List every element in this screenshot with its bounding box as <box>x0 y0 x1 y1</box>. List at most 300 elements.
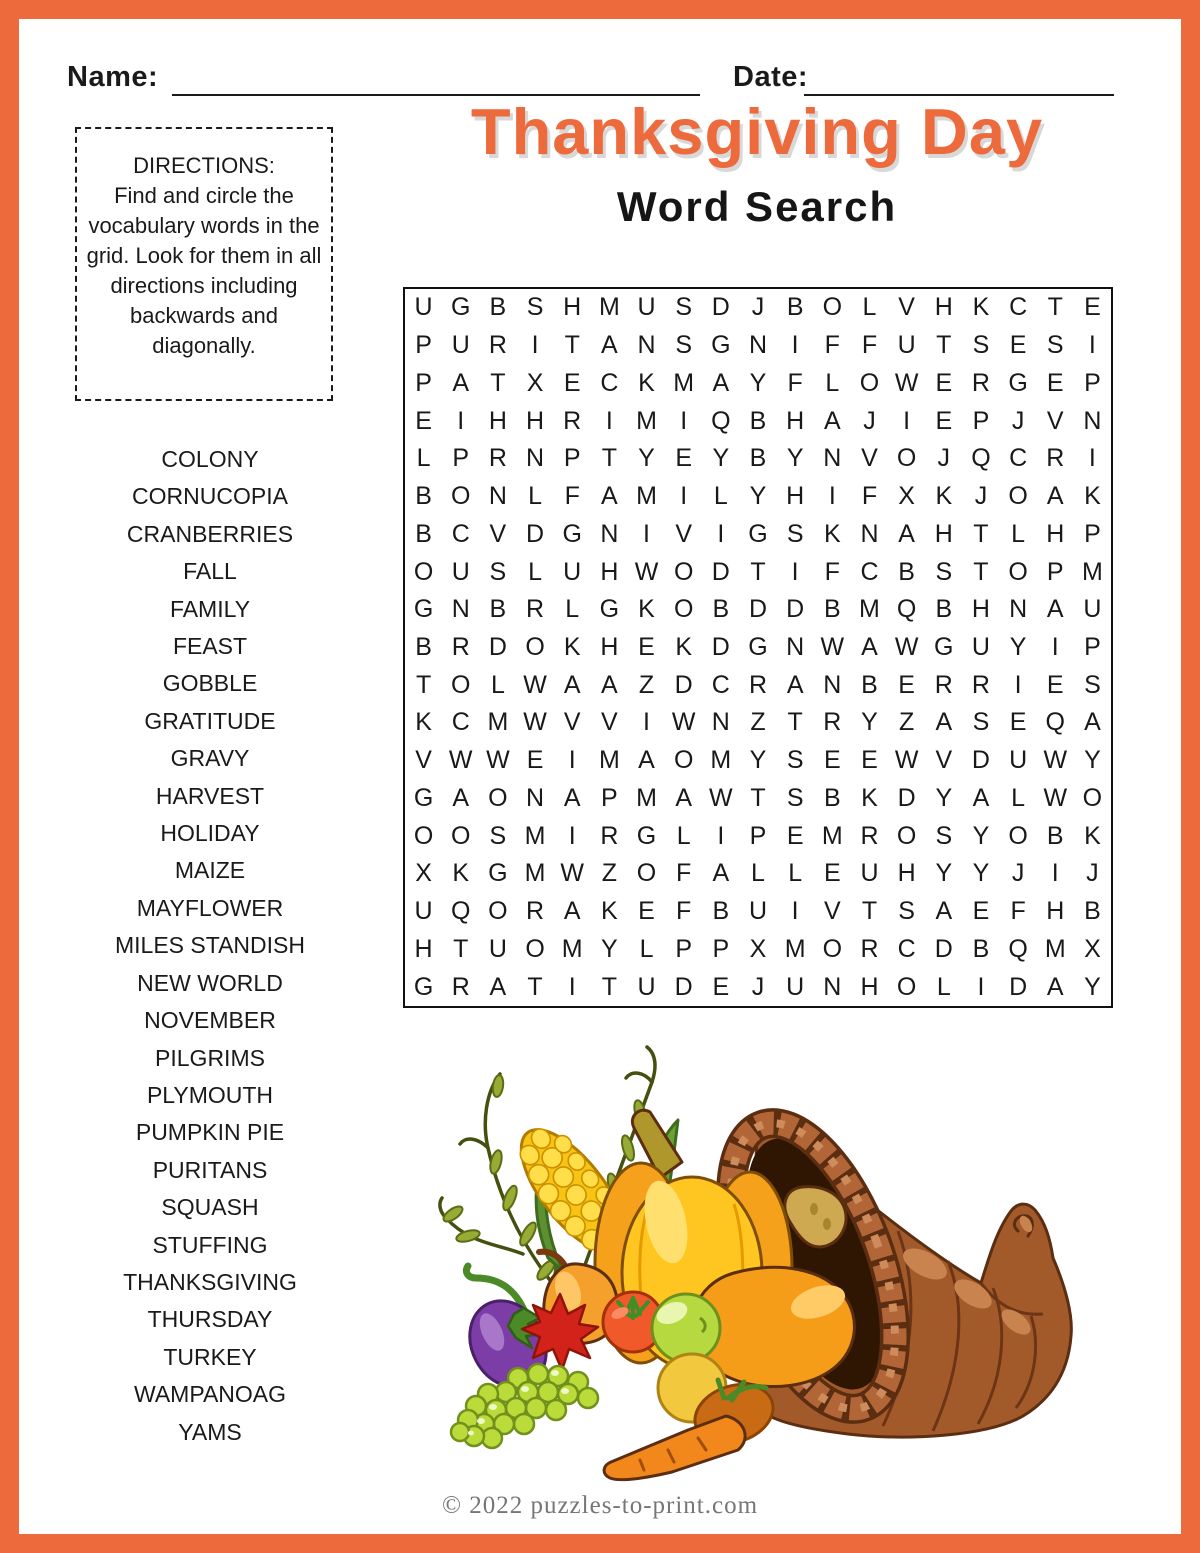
grid-cell: R <box>600 821 619 850</box>
grid-cell: M <box>636 406 657 435</box>
grid-cell: T <box>787 708 803 737</box>
grid-cell: S <box>972 331 990 360</box>
grid-cell: K <box>861 783 878 812</box>
grid-cell: W <box>671 708 696 737</box>
grid-cell: I <box>605 406 613 435</box>
grid-cell: W <box>448 746 473 775</box>
grid-cell: I <box>977 972 985 1001</box>
grid-cell: P <box>749 821 767 850</box>
grid-cell: B <box>823 595 841 624</box>
grid-cell: O <box>451 482 471 511</box>
grid-cell: E <box>823 859 841 888</box>
grid-cell: P <box>415 368 432 397</box>
grid-cell: O <box>673 595 694 624</box>
grid-cell: H <box>414 934 433 963</box>
grid-cell: A <box>452 368 470 397</box>
word-list-item: YAMS <box>178 1418 242 1445</box>
grid-cell: V <box>1046 406 1064 435</box>
grid-cell: M <box>1081 557 1103 586</box>
grid-cell: C <box>600 368 619 397</box>
grid-cell: Q <box>1045 708 1065 737</box>
grid-cell: S <box>526 293 544 322</box>
grid-cell: D <box>1009 972 1028 1001</box>
grid-cell: Q <box>711 406 731 435</box>
grid-cell: A <box>1046 595 1064 624</box>
grid-cell: U <box>1083 595 1102 624</box>
grid-cell: Y <box>1084 746 1101 775</box>
grid-cell: D <box>711 632 730 661</box>
grid-cell: E <box>1084 293 1101 322</box>
grid-cell: D <box>971 746 990 775</box>
grid-cell: N <box>786 632 805 661</box>
grid-cell: N <box>860 519 879 548</box>
grid-cell: A <box>638 746 655 775</box>
grid-cell: F <box>861 482 878 511</box>
grid-cell: A <box>1046 972 1064 1001</box>
word-list-item: SQUASH <box>161 1194 259 1221</box>
grid-cell: Y <box>1009 632 1027 661</box>
grid-cell: D <box>674 972 693 1001</box>
grid-cell: B <box>749 406 767 435</box>
grid-cell: R <box>526 897 545 926</box>
grid-cell: Y <box>935 783 953 812</box>
grid-cell: J <box>1011 406 1025 435</box>
grid-cell: M <box>859 595 880 624</box>
grid-cell: O <box>1008 821 1028 850</box>
grid-cell: B <box>415 632 432 661</box>
grid-cell: C <box>1009 293 1028 322</box>
grid-cell: N <box>451 595 470 624</box>
grid-cell: Y <box>749 368 767 397</box>
word-list-item: MAIZE <box>174 857 246 884</box>
grid-cell: T <box>861 897 878 926</box>
grid-cell: E <box>823 746 841 775</box>
grid-cell: I <box>568 972 576 1001</box>
grid-cell: G <box>748 519 768 548</box>
word-list-item: HOLIDAY <box>160 820 260 847</box>
grid-cell: V <box>601 708 618 737</box>
grid-cell: L <box>862 293 877 322</box>
grid-cell: O <box>488 783 508 812</box>
grid-cell: Y <box>786 444 804 473</box>
grid-cell: E <box>638 897 655 926</box>
grid-cell: J <box>937 444 951 473</box>
grid-cell: L <box>936 972 951 1001</box>
grid-cell: H <box>786 482 805 511</box>
grid-cell: E <box>861 746 878 775</box>
grid-cell: N <box>1083 406 1102 435</box>
grid-cell: M <box>636 482 657 511</box>
grid-cell: S <box>489 821 507 850</box>
grid-cell: L <box>490 670 505 699</box>
grid-cell: Y <box>749 746 767 775</box>
grid-cell: L <box>639 934 654 963</box>
grid-cell: G <box>413 972 434 1001</box>
grid-cell: S <box>786 746 804 775</box>
directions-body: Find and circle the vocabulary words in the grid. Look for them in all directions including backwards and diagonally. <box>86 183 322 358</box>
word-list-item: FEAST <box>172 633 248 660</box>
word-list-item: CORNUCOPIA <box>132 483 288 510</box>
grid-cell: K <box>675 632 693 661</box>
grid-cell: Y <box>861 708 878 737</box>
grid-cell: D <box>934 934 953 963</box>
grid-cell: A <box>898 519 915 548</box>
word-list-item: MILES STANDISH <box>115 932 305 959</box>
grid-cell: K <box>638 595 655 624</box>
grid-cell: K <box>1084 821 1101 850</box>
grid-cell: P <box>1046 557 1064 586</box>
grid-cell: N <box>711 708 730 737</box>
grid-cell: K <box>452 859 470 888</box>
grid-cell: E <box>563 368 581 397</box>
grid-cell: I <box>1088 331 1096 360</box>
grid-cell: M <box>710 746 732 775</box>
grid-cell: R <box>748 670 768 699</box>
grid-cell: G <box>1008 368 1028 397</box>
grid-cell: D <box>711 557 730 586</box>
grid-cell: B <box>415 519 432 548</box>
grid-cell: W <box>894 746 919 775</box>
grid-cell: A <box>675 783 693 812</box>
grid-cell: O <box>822 293 843 322</box>
grid-cell: I <box>791 331 799 360</box>
grid-cell: A <box>489 972 507 1001</box>
grid-cell: H <box>934 519 953 548</box>
grid-cell: M <box>598 746 620 775</box>
grid-cell: R <box>451 972 470 1001</box>
grid-cell: L <box>713 482 728 511</box>
grid-cell: P <box>452 444 470 473</box>
grid-cell: B <box>786 293 804 322</box>
grid-cell: B <box>861 670 878 699</box>
grid-cell: A <box>601 670 618 699</box>
grid-cell: V <box>489 519 507 548</box>
grid-cell: N <box>526 444 545 473</box>
grid-cell: M <box>487 708 509 737</box>
grid-cell: A <box>563 670 581 699</box>
grid-cell: W <box>820 632 845 661</box>
grid-cell: I <box>717 519 725 548</box>
grid-cell: G <box>934 632 954 661</box>
grid-cell: L <box>528 482 542 511</box>
grid-cell: K <box>415 708 432 737</box>
grid-cell: T <box>490 368 506 397</box>
grid-cell: J <box>863 406 876 435</box>
grid-cell: X <box>526 368 544 397</box>
page-subtitle: Word Search <box>616 183 898 230</box>
grid-cell: B <box>489 595 507 624</box>
grid-cell: M <box>561 934 583 963</box>
grid-cell: O <box>413 557 434 586</box>
grid-cell: L <box>528 557 542 586</box>
grid-cell: F <box>824 331 840 360</box>
grid-cell: H <box>786 406 805 435</box>
grid-cell: T <box>415 670 432 699</box>
grid-cell: U <box>414 293 433 322</box>
grid-cell: U <box>637 972 656 1001</box>
grid-cell: M <box>524 821 546 850</box>
grid-cell: H <box>934 293 953 322</box>
grid-cell: U <box>1009 746 1028 775</box>
grid-cell: W <box>1043 746 1068 775</box>
grid-cell: Y <box>935 859 953 888</box>
word-list-item: THANKSGIVING <box>123 1268 297 1295</box>
grid-cell: T <box>564 331 580 360</box>
grid-cell: E <box>935 368 953 397</box>
grid-cell: C <box>1009 444 1028 473</box>
grid-cell: G <box>636 821 657 850</box>
grid-cell: E <box>786 821 804 850</box>
grid-cell: E <box>526 746 544 775</box>
grid-cell: W <box>486 746 510 775</box>
grid-cell: S <box>972 708 990 737</box>
grid-cell: J <box>751 293 765 322</box>
grid-cell: A <box>786 670 804 699</box>
grid-cell: W <box>560 859 584 888</box>
grid-cell: H <box>897 859 916 888</box>
grid-cell: K <box>638 368 655 397</box>
grid-cell: W <box>894 368 919 397</box>
grid-cell: A <box>712 368 730 397</box>
grid-cell: G <box>413 783 434 812</box>
grid-cell: U <box>897 331 916 360</box>
word-list-item: MAYFLOWER <box>136 894 284 921</box>
grid-cell: P <box>1084 632 1101 661</box>
grid-cell: D <box>711 293 730 322</box>
grid-cell: V <box>861 444 878 473</box>
grid-cell: I <box>1051 632 1059 661</box>
grid-cell: P <box>1084 368 1101 397</box>
word-list-item: PUMPKIN PIE <box>135 1119 285 1146</box>
grid-cell: A <box>1046 482 1064 511</box>
grid-cell: O <box>896 444 917 473</box>
grid-cell: H <box>600 557 619 586</box>
grid-cell: Z <box>750 708 766 737</box>
cornucopia-illustration <box>428 1026 1076 1500</box>
grid-cell: A <box>935 897 953 926</box>
grid-cell: S <box>1084 670 1101 699</box>
grid-cell: K <box>563 632 581 661</box>
grid-cell: I <box>568 746 576 775</box>
grid-cell: W <box>709 783 733 812</box>
grid-cell: A <box>452 783 470 812</box>
grid-cell: N <box>488 482 507 511</box>
grid-cell: G <box>413 595 434 624</box>
grid-cell: V <box>823 897 841 926</box>
grid-cell: A <box>935 708 953 737</box>
grid-cell: U <box>488 934 507 963</box>
grid-cell: D <box>526 519 545 548</box>
grid-cell: E <box>1009 331 1027 360</box>
grid-cell: E <box>1046 368 1064 397</box>
grid-cell: I <box>680 482 688 511</box>
word-list-item: FAMILY <box>169 595 251 622</box>
grid-cell: K <box>601 897 618 926</box>
grid-cell: N <box>600 519 619 548</box>
grid-cell: Q <box>1008 934 1028 963</box>
grid-cell: A <box>972 783 990 812</box>
grid-cell: M <box>673 368 695 397</box>
word-list-item: TURKEY <box>163 1343 257 1370</box>
grid-cell: N <box>637 331 656 360</box>
grid-cell: D <box>674 670 693 699</box>
grid-cell: J <box>974 482 988 511</box>
word-list-item: WAMPANOAG <box>133 1381 287 1408</box>
grid-cell: U <box>971 632 990 661</box>
grid-cell: E <box>712 972 730 1001</box>
name-label: Name: <box>67 61 159 93</box>
grid-cell: O <box>636 859 657 888</box>
word-list-item: THURSDAY <box>147 1306 273 1333</box>
grid-cell: A <box>861 632 878 661</box>
grid-cell: I <box>457 406 465 435</box>
grid-cell: T <box>1047 293 1063 322</box>
grid-cell: W <box>523 708 547 737</box>
word-list-item: NOVEMBER <box>144 1007 276 1034</box>
grid-cell: F <box>676 859 692 888</box>
grid-cell: C <box>897 934 916 963</box>
grid-cell: L <box>825 368 840 397</box>
grid-cell: O <box>525 934 545 963</box>
grapes-icon <box>451 1364 598 1448</box>
word-search-grid <box>405 289 1111 1006</box>
grid-cell: R <box>1046 444 1065 473</box>
date-label: Date: <box>733 61 809 93</box>
grid-cell: H <box>860 972 879 1001</box>
grid-cell: A <box>563 897 581 926</box>
grid-cell: F <box>564 482 580 511</box>
grid-cell: E <box>935 406 953 435</box>
grid-cell: I <box>1051 859 1059 888</box>
grid-cell: V <box>675 519 693 548</box>
grid-cell: T <box>750 783 766 812</box>
grid-cell: E <box>1046 670 1064 699</box>
grid-cell: O <box>822 934 843 963</box>
grid-cell: G <box>711 331 731 360</box>
word-list <box>58 441 362 1451</box>
grid-cell: R <box>823 708 842 737</box>
grid-cell: R <box>488 331 507 360</box>
grid-cell: E <box>638 632 655 661</box>
word-list-item: PURITANS <box>152 1156 268 1183</box>
grid-cell: S <box>675 331 693 360</box>
grid-cell: R <box>971 368 990 397</box>
grid-cell: A <box>823 406 841 435</box>
word-list-item: PLYMOUTH <box>146 1081 274 1108</box>
grid-cell: O <box>896 821 917 850</box>
grid-cell: B <box>415 482 432 511</box>
title-block <box>398 94 1116 231</box>
word-list-item: STUFFING <box>152 1231 268 1258</box>
grid-cell: P <box>712 934 730 963</box>
grid-cell: H <box>600 632 619 661</box>
grid-cell: W <box>894 632 919 661</box>
grid-cell: U <box>451 331 470 360</box>
grid-cell: N <box>526 783 545 812</box>
grid-cell: T <box>601 972 617 1001</box>
page-title: Thanksgiving Day <box>470 95 1044 168</box>
grid-cell: R <box>934 670 953 699</box>
grid-cell: A <box>601 482 618 511</box>
grid-cell: Y <box>712 444 730 473</box>
grid-cell: D <box>748 595 768 624</box>
grid-cell: C <box>451 519 470 548</box>
grid-cell: V <box>563 708 581 737</box>
grid-cell: B <box>898 557 915 586</box>
green-apple-icon <box>652 1294 720 1362</box>
grid-cell: X <box>415 859 432 888</box>
grid-cell: Z <box>638 670 655 699</box>
grid-cell: Q <box>971 444 991 473</box>
grid-cell: O <box>673 557 694 586</box>
grid-cell: L <box>676 821 691 850</box>
grid-cell: A <box>712 859 730 888</box>
grid-cell: T <box>936 331 952 360</box>
word-search-grid-border <box>403 287 1113 1008</box>
grid-cell: U <box>748 897 768 926</box>
grid-cell: Y <box>1084 972 1101 1001</box>
grid-cell: B <box>1084 897 1101 926</box>
grid-cell: S <box>675 293 693 322</box>
grid-cell: I <box>568 821 576 850</box>
grid-cell: X <box>1084 934 1101 963</box>
grid-cell: O <box>1008 557 1028 586</box>
grid-cell: I <box>717 821 725 850</box>
grid-cell: O <box>451 821 471 850</box>
grid-cell: R <box>563 406 582 435</box>
grid-cell: I <box>1014 670 1022 699</box>
grid-cell: I <box>791 897 799 926</box>
grid-cell: P <box>972 406 990 435</box>
grid-cell: W <box>523 670 547 699</box>
grid-cell: R <box>860 821 879 850</box>
grid-cell: U <box>451 557 470 586</box>
grid-cell: K <box>935 482 953 511</box>
word-list-item: GOBBLE <box>162 670 258 697</box>
grid-cell: I <box>680 406 688 435</box>
grid-cell: B <box>749 444 767 473</box>
grid-cell: R <box>860 934 879 963</box>
grid-cell: L <box>1011 783 1026 812</box>
grid-cell: Y <box>749 482 767 511</box>
grid-cell: Y <box>972 859 990 888</box>
grid-cell: E <box>675 444 693 473</box>
grid-cell: O <box>1008 482 1028 511</box>
grid-cell: U <box>860 859 879 888</box>
word-list-item: HARVEST <box>155 782 265 809</box>
grid-cell: F <box>1010 897 1026 926</box>
grid-cell: B <box>972 934 990 963</box>
grid-cell: N <box>823 444 842 473</box>
grid-cell: H <box>1046 519 1065 548</box>
grid-cell: O <box>1082 783 1103 812</box>
grid-cell: T <box>973 519 989 548</box>
grid-cell: F <box>676 897 692 926</box>
grid-cell: J <box>751 972 765 1001</box>
grid-cell: I <box>1088 444 1096 473</box>
grid-cell: B <box>489 293 507 322</box>
grid-cell: H <box>971 595 990 624</box>
grid-cell: U <box>563 557 582 586</box>
grid-cell: L <box>416 444 431 473</box>
grid-cell: N <box>823 670 842 699</box>
grid-cell: L <box>1011 519 1026 548</box>
grid-cell: G <box>562 519 582 548</box>
grid-cell: C <box>860 557 879 586</box>
grid-cell: R <box>971 670 990 699</box>
grid-cell: N <box>748 331 768 360</box>
grid-cell: L <box>565 595 580 624</box>
